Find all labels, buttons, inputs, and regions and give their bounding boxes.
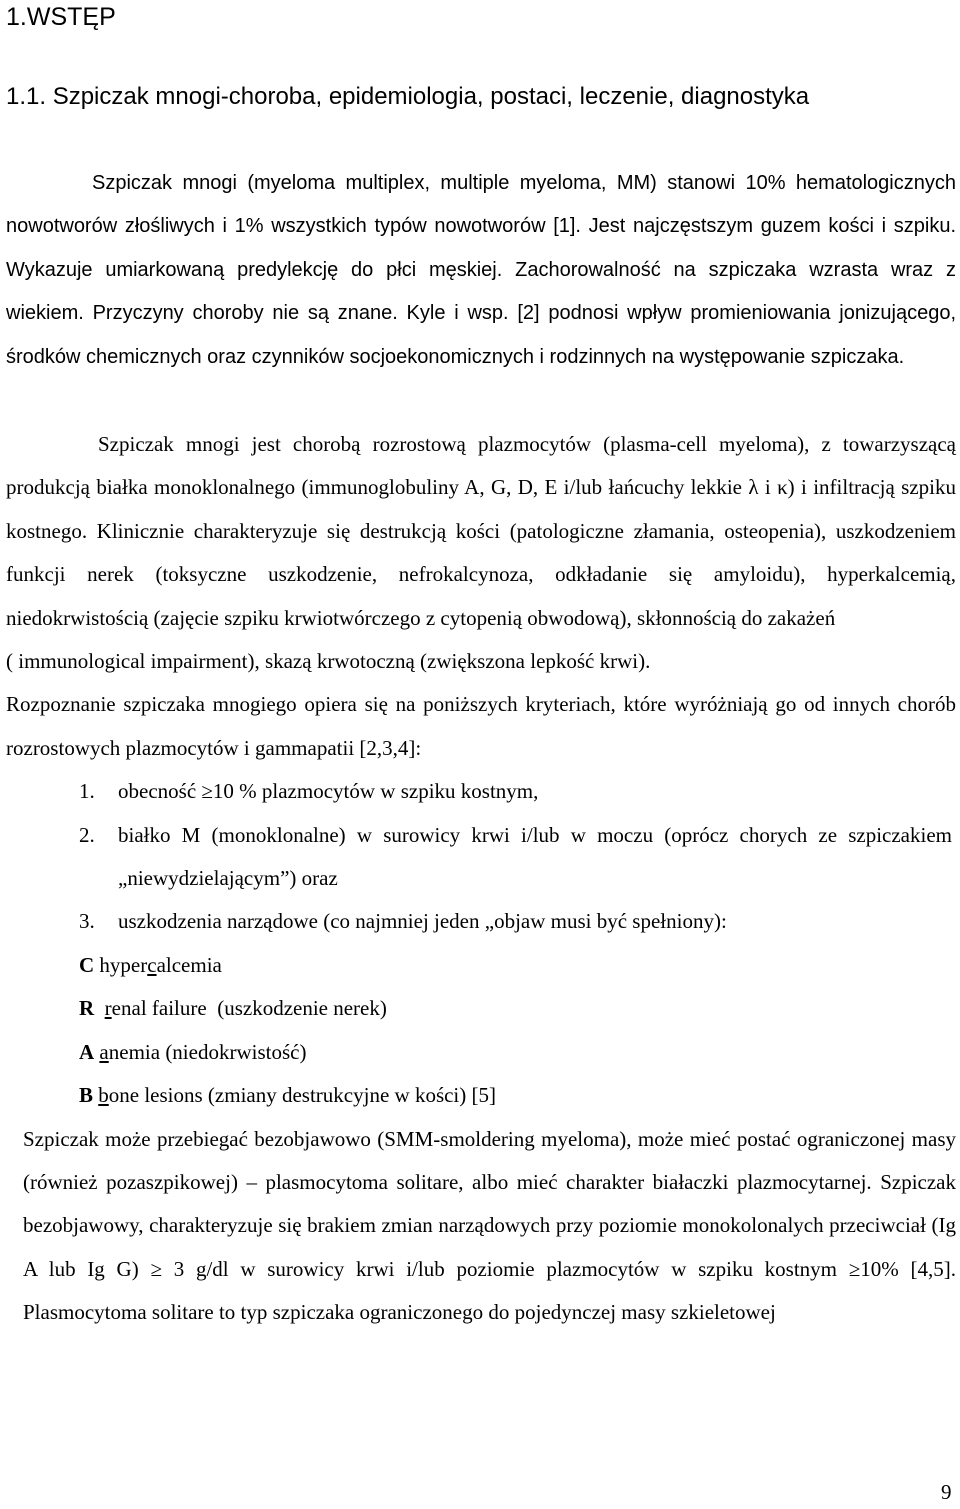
main-text	[6, 423, 956, 1335]
crab-word	[99, 953, 221, 977]
crab-letter: C	[79, 952, 95, 977]
crab-word-underlined: c	[147, 952, 157, 977]
crab-note: (uszkodzenie nerek)	[217, 996, 387, 1021]
criteria-number: 3.	[79, 909, 95, 934]
crab-item-r	[6, 987, 956, 1030]
crab-word-end: enal failure	[111, 996, 207, 1021]
criteria-number: 2.	[79, 822, 95, 847]
chapter-heading: 1.WSTĘP	[6, 3, 116, 31]
section-heading: 1.1. Szpiczak mnogi-choroba, epidemiologia, postaci, leczenie, diagnostyka	[6, 83, 810, 110]
crab-word-start: hyper	[99, 952, 148, 977]
crab-note: (niedokrwistość)	[165, 1039, 307, 1064]
criteria-list	[6, 770, 956, 944]
crab-item-a	[6, 1031, 956, 1074]
crab-letter: R	[79, 996, 95, 1021]
crab-letter: A	[79, 1039, 95, 1064]
crab-note: (zmiany destrukcyjne w kości) [5]	[207, 1083, 496, 1108]
criteria-text: białko M (monoklonalne) w surowicy krwi i/lub w moczu (oprócz chorych ze szpiczakiem „niewydzielającym”) oraz	[118, 822, 952, 891]
criteria-text: obecność ≥10 % plazmocytów w szpiku kostnym,	[118, 779, 539, 804]
crab-item-c	[6, 944, 956, 987]
crab-word-underlined: r	[104, 996, 112, 1021]
criteria-number: 1.	[79, 779, 95, 804]
crab-item-b	[6, 1074, 956, 1117]
closing-paragraph: Szpiczak może przebiegać bezobjawowo (SMM-smoldering myeloma), może mieć postać ograniczonej masy (również pozaszpikowej) – plasmocytoma solitare, albo mieć charakter białaczki plazmocytarnej. Szpiczak bezobjawowy, charakteryzuje się brakiem zmian narządowych przy poziomie monokolonalych przeciwciał (Ig A lub Ig G) ≥ 3 g/dl w surowicy krwi i/lub poziomie plazmocytów w szpiku kostnym ≥10% [4,5]. Plasmocytoma solitare to typ szpiczaka ograniczonego do pojedynczej masy szkieletowej	[23, 1126, 956, 1325]
crab-word	[105, 996, 207, 1020]
crab-word	[98, 1083, 202, 1107]
page-number: 9	[941, 1480, 952, 1504]
criteria-item	[6, 770, 956, 813]
criteria-item	[6, 814, 956, 901]
crab-word-end: alcemia	[156, 952, 222, 977]
crab-word	[99, 1040, 160, 1064]
crab-word-end: one lesions	[108, 1083, 203, 1108]
crab-word-end: nemia	[108, 1039, 161, 1064]
criteria-text: uszkodzenia narządowe (co najmniej jeden „objaw musi być spełniony):	[118, 909, 727, 934]
definition-tail: ( immunological impairment), skazą krwotoczną (zwiększona lepkość krwi).	[6, 649, 651, 674]
intro-paragraph: Szpiczak mnogi (myeloma multiplex, multiple myeloma, MM) stanowi 10% hematologicznych nowotworów złośliwych i 1% wszystkich typów nowotworów [1]. Jest najczęstszym guzem kości i szpiku. Wykazuje umiarkowaną predylekcję do płci męskiej. Zachorowalność na szpiczaka wzrasta wraz z wiekiem. Przyczyny choroby nie są znane. Kyle i wsp. [2] podnosi wpływ promieniowania jonizującego, środków chemicznych oraz czynników socjoekonomicznych i rodzinnych na występowanie szpiczaka.	[6, 172, 956, 368]
diagnosis-intro: Rozpoznanie szpiczaka mnogiego opiera się na poniższych kryteriach, które wyróżniają go od innych chorób rozrostowych plazmocytów i gammapatii [2,3,4]:	[6, 692, 956, 760]
crab-word-underlined: b	[98, 1083, 109, 1108]
crab-letter: B	[79, 1083, 94, 1108]
criteria-item	[6, 900, 956, 943]
crab-word-underlined: a	[99, 1039, 109, 1064]
definition-paragraph: Szpiczak mnogi jest chorobą rozrostową plazmocytów (plasma-cell myeloma), z towarzyszącą produkcją białka monoklonalnego (immunoglobuliny A, G, D, E i/lub łańcuchy lekkie λ i κ) i infiltracją szpiku kostnego. Klinicznie charakteryzuje się destrukcją kości (patologiczne złamania, osteopenia), uszkodzeniem funkcji nerek (toksyczne uszkodzenie, nefrokalcynoza, odkładanie się amyloidu), hyperkalcemią, niedokrwistością (zajęcie szpiku krwiotwórczego z cytopenią obwodową), skłonnością do zakażeń	[6, 432, 956, 630]
